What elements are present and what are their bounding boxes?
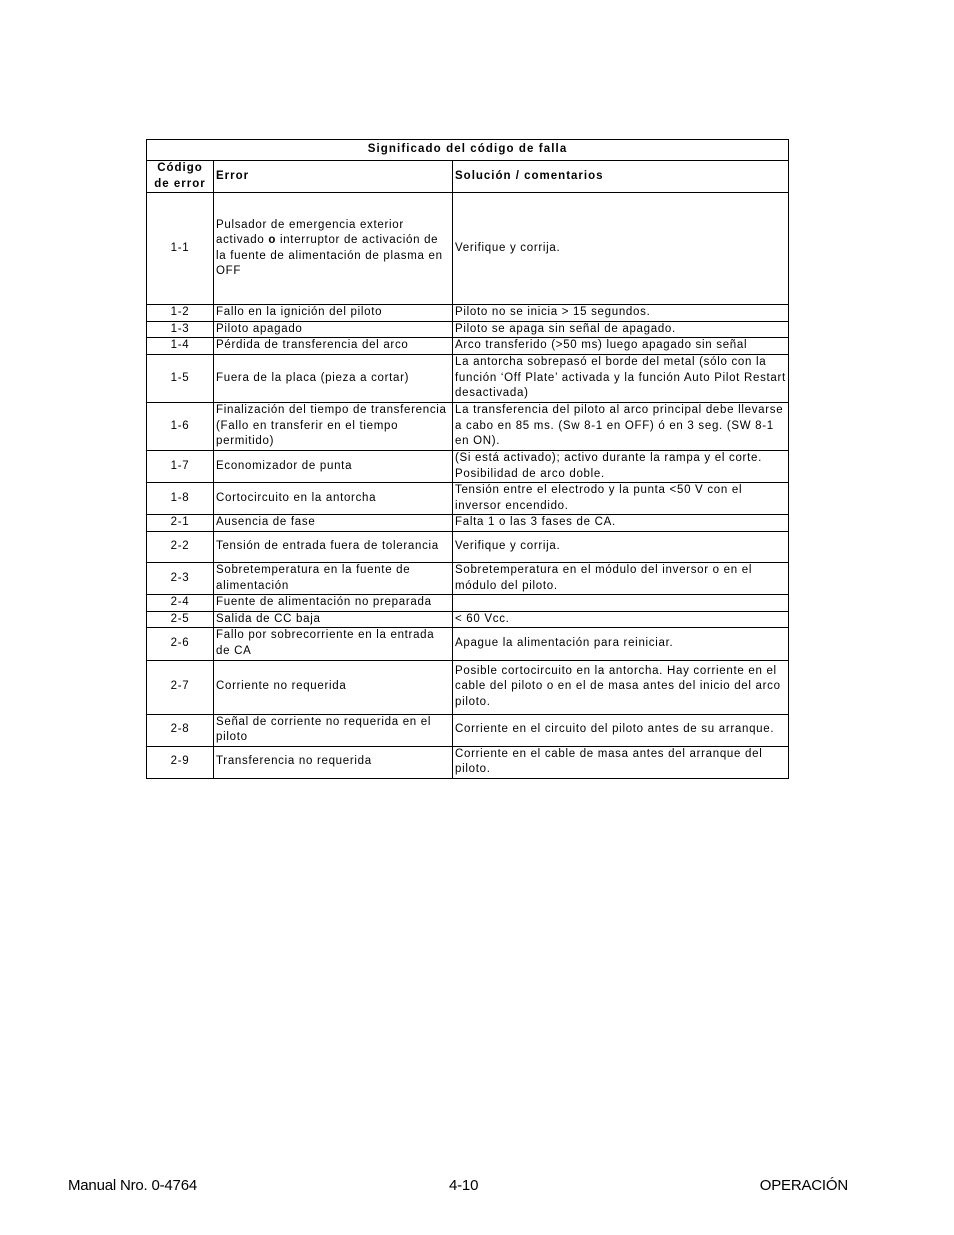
row-code: 1-7: [147, 450, 214, 482]
row-solution: Posible cortocircuito en la antorcha. Hay corriente en el cable del piloto o en el de masa antes del inicio del arco piloto.: [453, 660, 789, 714]
footer-manual-number: Manual Nro. 0-4764: [68, 1177, 197, 1194]
row-error: Pérdida de transferencia del arco: [214, 338, 453, 355]
row-code: 2-6: [147, 628, 214, 660]
table-row: [147, 562, 789, 594]
row-solution: Corriente en el circuito del piloto antes de su arranque.: [453, 714, 789, 746]
table-row: [147, 450, 789, 482]
row-code: 1-4: [147, 338, 214, 355]
table-header-row: [147, 161, 789, 193]
row-solution: Sobretemperatura en el módulo del inversor o en el módulo del piloto.: [453, 562, 789, 594]
row-error: Fuera de la placa (pieza a cortar): [214, 354, 453, 402]
row-solution: Arco transferido (>50 ms) luego apagado sin señal: [453, 338, 789, 355]
table-row: [147, 305, 789, 322]
row-error-bold: o: [268, 234, 277, 247]
table-row: [147, 354, 789, 402]
row-error-text: interruptor de activación de la fuente de alimentación de plasma en OFF: [216, 234, 443, 278]
row-solution: Falta 1 o las 3 fases de CA.: [453, 515, 789, 532]
row-code: 2-9: [147, 746, 214, 778]
row-code: 1-6: [147, 402, 214, 450]
footer-section-name: OPERACIÓN: [759, 1177, 848, 1194]
row-code: 2-8: [147, 714, 214, 746]
header-code-line2: de error: [154, 177, 206, 190]
row-error: Cortocircuito en la antorcha: [214, 483, 453, 515]
row-solution: La antorcha sobrepasó el borde del metal (sólo con la función ‘Off Plate’ activada y la función Auto Pilot Restart desactivada): [453, 354, 789, 402]
row-error: Tensión de entrada fuera de tolerancia: [214, 531, 453, 562]
row-error: Transferencia no requerida: [214, 746, 453, 778]
fault-code-table: [146, 139, 789, 779]
row-solution: Tensión entre el electrodo y la punta <50 V con el inversor encendido.: [453, 483, 789, 515]
row-code: 1-5: [147, 354, 214, 402]
header-solution: Solución / comentarios: [453, 161, 789, 193]
table-row: [147, 515, 789, 532]
table-row: [147, 321, 789, 338]
table-row: [147, 193, 789, 305]
header-code: [147, 161, 214, 193]
table-title: Significado del código de falla: [147, 140, 789, 161]
row-solution: Apague la alimentación para reiniciar.: [453, 628, 789, 660]
row-error: [214, 193, 453, 305]
row-solution: Piloto no se inicia > 15 segundos.: [453, 305, 789, 322]
table-row: [147, 595, 789, 612]
row-error: Finalización del tiempo de transferencia (Fallo en transferir en el tiempo permitido): [214, 402, 453, 450]
table-row: [147, 611, 789, 628]
row-error: Fallo en la ignición del piloto: [214, 305, 453, 322]
table-row: [147, 628, 789, 660]
row-solution: < 60 Vcc.: [453, 611, 789, 628]
table-row: [147, 746, 789, 778]
row-solution: La transferencia del piloto al arco principal debe llevarse a cabo en 85 ms. (Sw 8-1 en OFF) ó en 3 seg. (SW 8-1 en ON).: [453, 402, 789, 450]
row-error: Economizador de punta: [214, 450, 453, 482]
table-title-row: [147, 140, 789, 161]
row-solution: Corriente en el cable de masa antes del arranque del piloto.: [453, 746, 789, 778]
row-error: Salida de CC baja: [214, 611, 453, 628]
row-code: 1-1: [147, 193, 214, 305]
row-error: Ausencia de fase: [214, 515, 453, 532]
row-solution: (Si está activado); activo durante la rampa y el corte. Posibilidad de arco doble.: [453, 450, 789, 482]
row-code: 2-2: [147, 531, 214, 562]
row-code: 2-4: [147, 595, 214, 612]
footer-page-number: 4-10: [449, 1177, 479, 1194]
row-code: 2-1: [147, 515, 214, 532]
row-error: Corriente no requerida: [214, 660, 453, 714]
row-solution: Verifique y corrija.: [453, 531, 789, 562]
row-code: 1-8: [147, 483, 214, 515]
row-solution: Piloto se apaga sin señal de apagado.: [453, 321, 789, 338]
row-error: Fallo por sobrecorriente en la entrada de CA: [214, 628, 453, 660]
row-error: Piloto apagado: [214, 321, 453, 338]
row-error-text: Pulsador de emergencia exterior activado: [216, 218, 404, 247]
row-code: 2-3: [147, 562, 214, 594]
table-row: [147, 660, 789, 714]
row-error: Señal de corriente no requerida en el piloto: [214, 714, 453, 746]
row-code: 1-2: [147, 305, 214, 322]
row-code: 2-5: [147, 611, 214, 628]
header-code-line1: Código: [157, 162, 203, 174]
table-row: [147, 714, 789, 746]
row-code: 2-7: [147, 660, 214, 714]
row-error: Fuente de alimentación no preparada: [214, 595, 453, 612]
table-row: [147, 531, 789, 562]
row-error: Sobretemperatura en la fuente de alimentación: [214, 562, 453, 594]
row-solution: Verifique y corrija.: [453, 193, 789, 305]
header-error: Error: [214, 161, 453, 193]
row-code: 1-3: [147, 321, 214, 338]
row-solution: [453, 595, 789, 612]
table-row: [147, 338, 789, 355]
table-row: [147, 402, 789, 450]
table-row: [147, 483, 789, 515]
